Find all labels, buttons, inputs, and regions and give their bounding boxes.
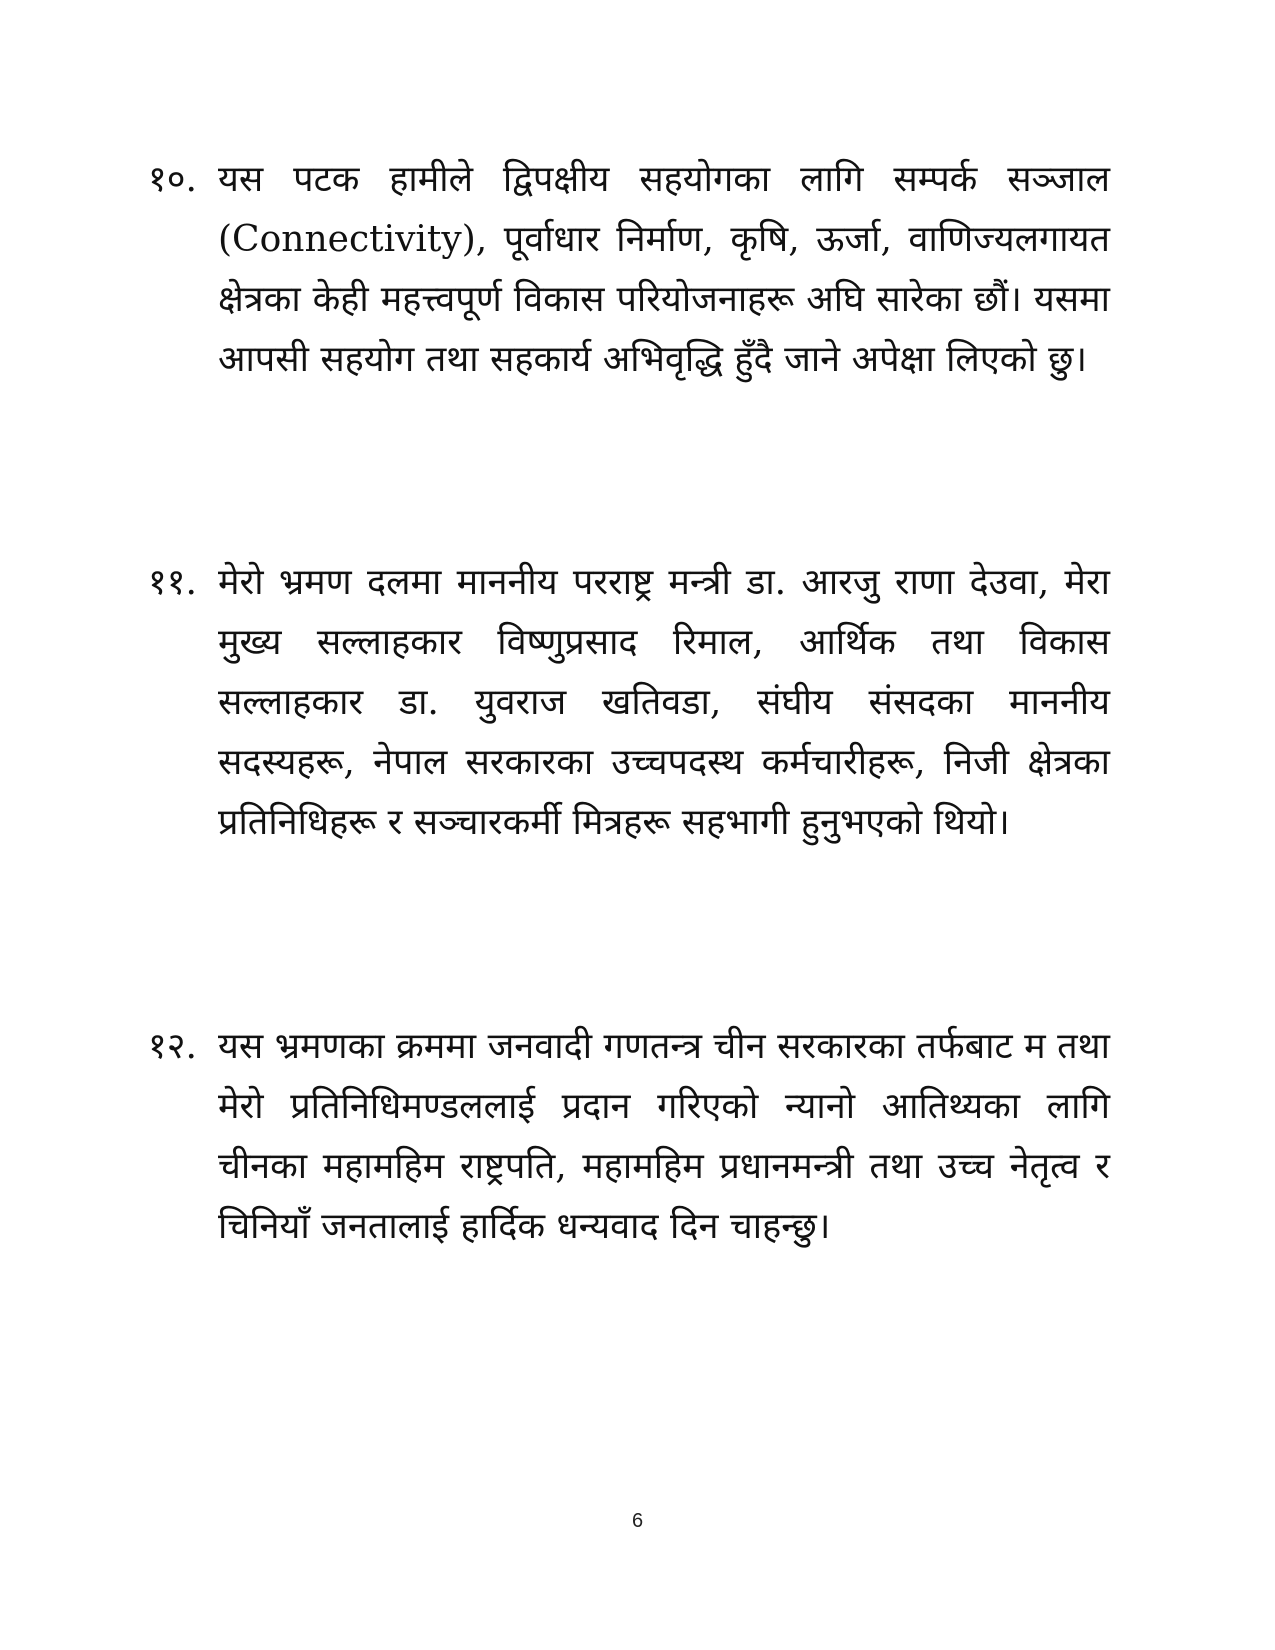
paragraph-text: मेरो भ्रमण दलमा माननीय परराष्ट्र मन्त्री डा. आरजु राणा देउवा, मेरा मुख्य सल्लाहकार विष्णुप्रसाद रिमाल, आर्थिक तथा विकास सल्लाहकार डा. युवराज खतिवडा, संघीय संसदका माननीय सदस्यहरू, नेपाल सरकारका उच्चपदस्थ कर्मचारीहरू, निजी क्षेत्रका प्रतिनिधिहरू र सञ्चारकर्मी मित्रहरू सहभागी हुनुभएको थियो। [218, 562, 1110, 843]
paragraph-number: १२. [148, 1026, 197, 1067]
paragraph-10 [148, 150, 1110, 390]
paragraph-text: यस भ्रमणका क्रममा जनवादी गणतन्त्र चीन सरकारका तर्फबाट म तथा मेरो प्रतिनिधिमण्डललाई प्रदान गरिएको न्यानो आतिथ्यका लागि चीनका महामहिम राष्ट्रपति, महामहिम प्रधानमन्त्री तथा उच्च नेतृत्व र चिनियाँ जनतालाई हार्दिक धन्यवाद दिन चाहन्छु। [218, 1026, 1110, 1247]
page-number: 6 [631, 1510, 644, 1532]
paragraph-number: १०. [148, 159, 197, 200]
paragraph-text: यस पटक हामीले द्विपक्षीय सहयोगका लागि सम्पर्क सञ्जाल (Connectivity), पूर्वाधार निर्माण, कृषि, ऊर्जा, वाणिज्यलगायत क्षेत्रका केही महत्त्वपूर्ण विकास परियोजनाहरू अघि सारेका छौं। यसमा आपसी सहयोग तथा सहकार्य अभिवृद्धि हुँदै जाने अपेक्षा लिएको छु। [218, 159, 1110, 380]
paragraph-number: ११. [148, 562, 197, 603]
paragraph-11 [148, 553, 1110, 853]
paragraph-12 [148, 1017, 1110, 1257]
